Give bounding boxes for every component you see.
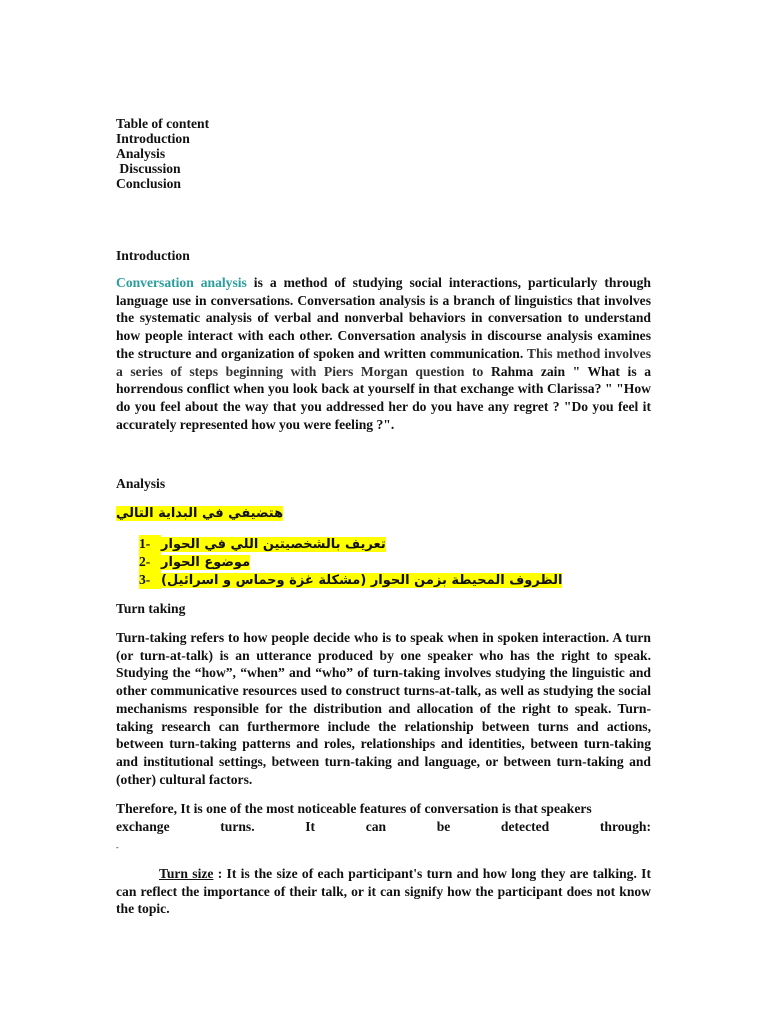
toc-item-title: Table of content (116, 116, 210, 131)
arabic-list-item-3 (139, 571, 562, 590)
analysis-heading: Analysis (116, 476, 166, 491)
arabic-intro-line (116, 505, 283, 523)
introduction-body-2: This method involves a series of steps beginning with Piers Morgan question to (116, 345, 651, 379)
introduction-heading: Introduction (116, 248, 190, 263)
list-text: الظروف المحيطة بزمن الحوار (مشكلة غزة وحماس و اسرائيل) (161, 573, 563, 588)
arabic-list-item-2 (139, 553, 250, 572)
toc-item-analysis: Analysis (116, 146, 166, 161)
toc-item-discussion: Discussion (116, 161, 181, 176)
turn-taking-heading: Turn taking (116, 601, 186, 616)
list-number: 2- (139, 553, 161, 571)
turn-size-paragraph (116, 865, 651, 918)
introduction-body-1: is a method of studying social interactions, particularly through language use in conversations. Conversation analysis is a branch of linguistics that involves the systematic analysis of verbal and nonverbal behaviors in conversation to understand how people interact with each other. Conversation analysis in discourse analysis examines the structure and organization of spoken and written communication. (116, 275, 651, 361)
introduction-paragraph (116, 274, 651, 433)
list-text: موضوع الحوار (161, 555, 251, 570)
dash-marker: - (116, 843, 119, 852)
turn-taking-paragraph: Turn-taking refers to how people decide who is to speak when in spoken interaction. A turn (or turn-at-talk) is an utterance produced by one speaker who has the right to speak. Studying the “how”, “when” and “who” of turn-taking involves studying the linguistic and other communicative resources used to construct turns-at-talk, as well as studying the social mechanisms responsible for the distribution and allocation of the right to speak. Turn-taking research can furthermore include the relationship between turns and actions, between turn-taking patterns and roles, relationships and identities, between turn-taking and institutional settings, between turn-taking and language, or between turn-taking and (other) cultural factors. (116, 630, 651, 787)
list-number: 3- (139, 571, 161, 589)
toc-item-introduction: Introduction (116, 131, 190, 146)
arabic-intro-text: هتضيفي في البداية التالي (116, 506, 284, 521)
turn-size-text: : It is the size of each participant's turn and how long they are talking. It can reflect the importance of their talk, or it can signify how the participant does not know the topic. (116, 866, 651, 917)
list-text: تعريف بالشخصيتين اللي في الحوار (161, 537, 386, 552)
list-number: 1- (139, 535, 161, 553)
therefore-line-1: Therefore, It is one of the most noticeable features of conversation is that speakers (116, 801, 592, 816)
conversation-analysis-term: Conversation analysis (116, 275, 247, 290)
therefore-line-2: exchange turns. It can be detected through: (116, 818, 651, 834)
table-of-contents (116, 116, 651, 191)
toc-item-conclusion: Conclusion (116, 176, 181, 191)
therefore-paragraph (116, 800, 651, 835)
introduction-body-3: Rahma zain " What is a horrendous conflict when you look back at yourself in that exchange with Clarissa? " "How do you feel about the way that you addressed her do you have any regret ? "Do you feel it accurately represented how you were feeling ?". (116, 363, 651, 432)
arabic-list-item-1 (139, 535, 386, 554)
turn-size-label: Turn size (159, 866, 214, 881)
